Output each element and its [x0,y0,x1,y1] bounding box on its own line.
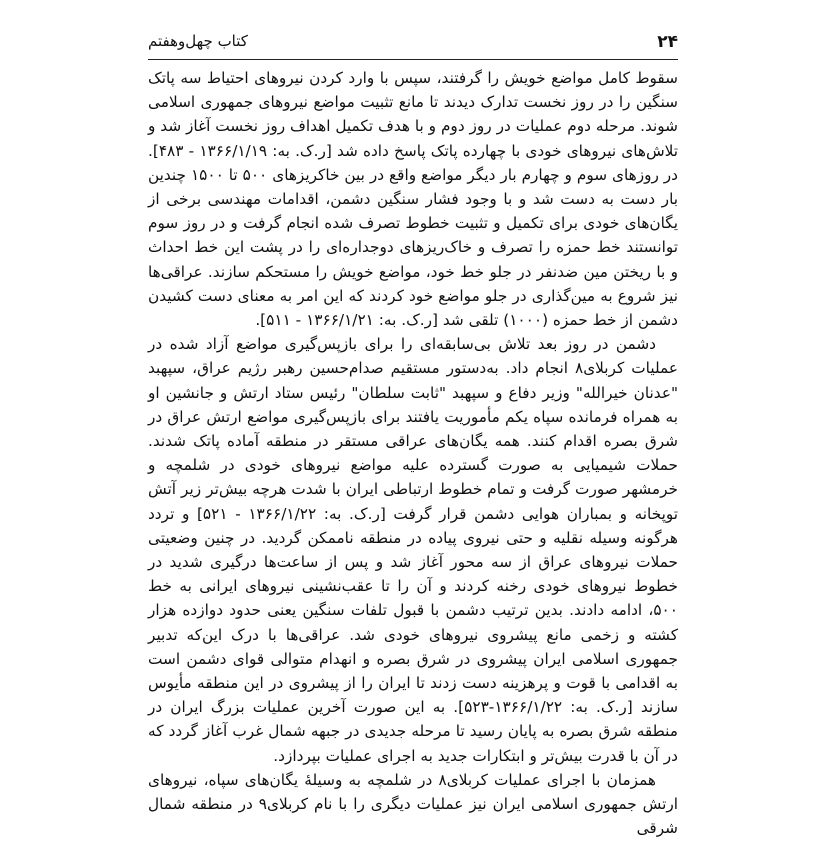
running-title: کتاب چهل‌وهفتم [148,32,248,50]
page-number: ۲۴ [657,32,678,52]
header-rule [148,59,678,60]
page-header [148,30,678,58]
paragraph-3: همزمان با اجرای عملیات کربلای۸ در شلمچه به وسیلهٔ یگان‌های سپاه، نیروهای ارتش جمهوری اسلامی ایران نیز عملیات دیگری را با نام کربلای۹ در منطقه شمال شرقی [148,770,678,838]
body-text [148,66,678,841]
paragraph-2: دشمن در روز بعد تلاش بی‌سابقه‌ای را برای بازپس‌گیری مواضع آزاد شده در عملیات کربلای۸ انجام داد. به‌دستور مستقیم صدام‌حسین رهبر رژیم عراق، سپهبد "عدنان خیرالله" وزیر دفاع و سپهبد "ثابت سلطان" رئیس ستاد ارتش و جانشین او به همراه فرمانده سپاه یکم مأموریت یافتند برای بازپس‌گیری مواضع ارتش عراق در شرق بصره اقدام کنند. همه یگان‌های عراقی مستقر در منطقه آماده پاتک شدند. حملات شیمیایی به صورت گسترده علیه مواضع نیروهای خودی در شلمچه و خرمشهر صورت گرفت و تمام خطوط ارتباطی ایران با شدت هرچه بیش‌تر زیر آتش توپخانه و بمباران هوایی دشمن قرار گرفت [ر.ک. به: ۱۳۶۶/۱/۲۲ - ۵۲۱] و تردد هرگونه وسیله نقلیه و حتی نیروی پیاده در منطقه ناممکن گردید. در چنین وضعیتی حملات نیروهای عراق از سه محور آغاز شد و پس از ساعت‌ها درگیری شدید در خطوط نیروهای خودی رخنه کردند و آن را تا عقب‌نشینی نیروهای ایرانی به خط ۵۰۰، ادامه دادند. بدین ترتیب دشمن با قبول تلفات سنگین یعنی حدود دوازده هزار کشته و زخمی مانع پیشروی نیروهای خودی شد. عراقی‌ها با درک این‌که تدبیر جمهوری اسلامی ایران پیشروی در شرق بصره و انهدام متوالی قوای دشمن است به اقدامی با قوت و پرهزینه دست زدند تا ایران را از پیشروی در این منطقه مأیوس سازند [ر.ک. به: ۱۳۶۶/۱/۲۲-۵۲۳]. به این صورت آخرین عملیات بزرگ ایران در منطقه شرق بصره به پایان رسید تا مرحله جدیدی در جبهه شمال غرب آغاز گردد که در آن با قدرت بیش‌تر و ابتکارات جدید به اجرای عملیات بپردازد. [148,335,679,765]
paragraph-1: سقوط کامل مواضع خویش را گرفتند، سپس با وارد کردن نیروهای احتیاط سه پاتک سنگین را در روز نخست تدارک دیدند تا مانع تثبیت مواضع نیروهای جمهوری اسلامی شوند. مرحله دوم عملیات در روز دوم و با هدف تکمیل اهداف روز نخست آغاز شد و تلاش‌های نیروهای خودی با چهارده پاتک پاسخ داده شد [ر.ک. به: ۱۳۶۶/۱/۱۹ - ۴۸۳]. در روزهای سوم و چهارم بار دیگر مواضع واقع در بین خاکریزهای ۵۰۰ تا ۱۵۰۰ چندین بار دست به دست شد و با وجود فشار سنگین دشمن، اقدامات مهندسی برخی از یگان‌های خودی برای تکمیل و تثبیت خطوط تصرف شده انجام گرفت و در روز سوم توانستند خط حمزه را تصرف و خاک‌ریزهای دوجداره‌ای را در پشت این خط احداث و با ریختن مین ضدنفر در جلو خط خود، مواضع خویش را مستحکم سازند. عراقی‌ها نیز شروع به مین‌گذاری در جلو مواضع خود کردند که این امر به معنای دست کشیدن دشمن از خط حمزه (۱۰۰۰) تلقی شد [ر.ک. به: ۱۳۶۶/۱/۲۱ - ۵۱۱]. [148,69,678,330]
